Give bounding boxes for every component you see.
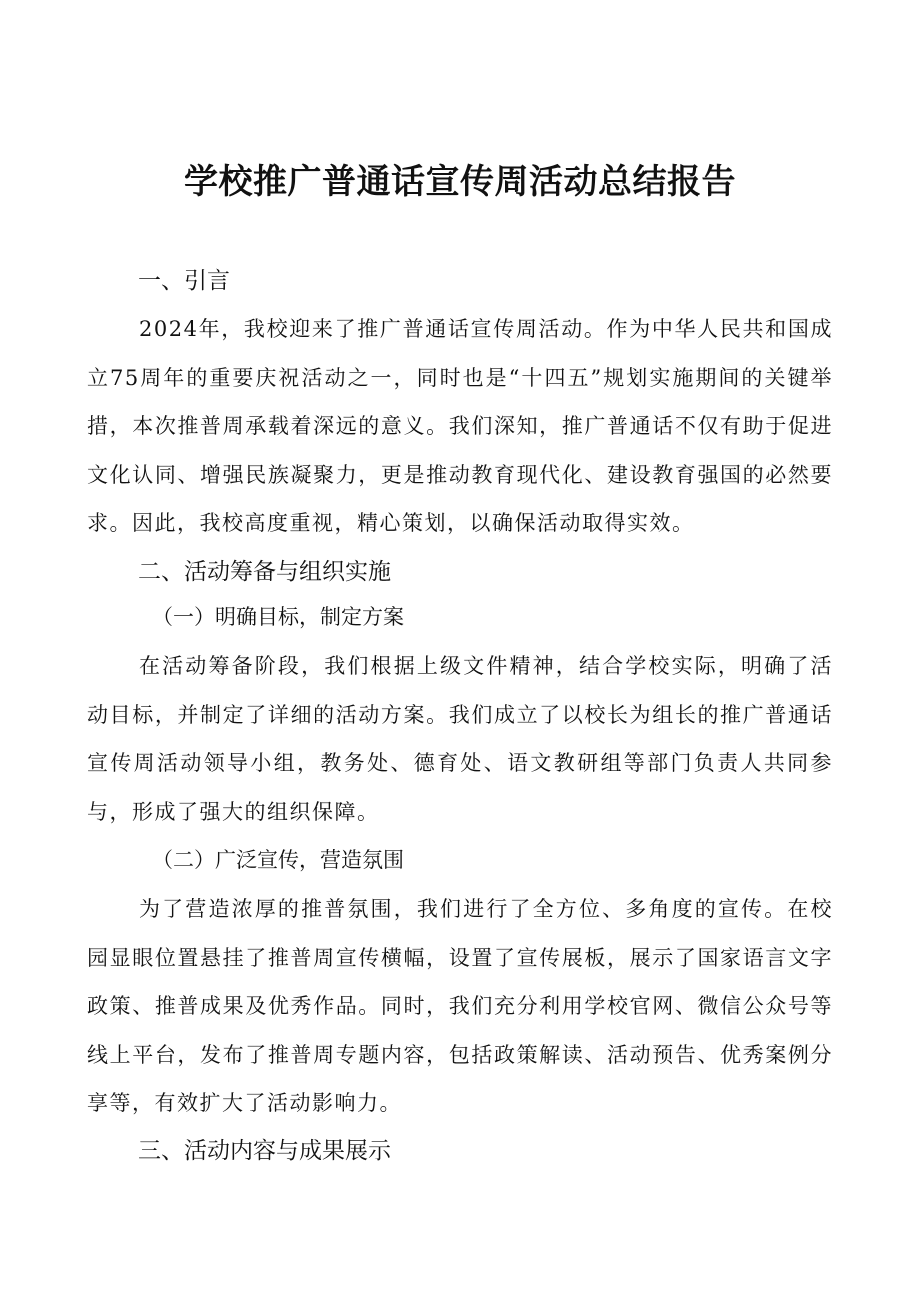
document-title: 学校推广普通话宣传周活动总结报告 <box>184 162 736 202</box>
section-heading-preparation: 二、活动筹备与组织实施 <box>138 559 391 585</box>
subsection-heading-goals: （一）明确目标，制定方案 <box>152 605 404 629</box>
publicity-paragraph: 为了营造浓厚的推普氛围，我们进行了全方位、多角度的宣传。在校园显眼位置悬挂了推普周宣传横幅，设置了宣传展板，展示了国家语言文字政策、推普成果及优秀作品。同时，我们充分利用学校官网、微信公众号等线上平台，发布了推普周专题内容，包括政策解读、活动预告、优秀案例分享等，有效扩大了活动影响力。 <box>87 897 833 1115</box>
subsection-heading-publicity: （二）广泛宣传，营造氛围 <box>152 848 404 872</box>
section-heading-activities: 三、活动内容与成果展示 <box>138 1138 391 1164</box>
goals-paragraph: 在活动筹备阶段，我们根据上级文件精神，结合学校实际，明确了活动目标，并制定了详细的活动方案。我们成立了以校长为组长的推广普通话宣传周活动领导小组，教务处、德育处、语文教研组等部门负责人共同参与，形成了强大的组织保障。 <box>87 654 833 824</box>
introduction-paragraph: 2024年，我校迎来了推广普通话宣传周活动。作为中华人民共和国成立75周年的重要庆祝活动之一，同时也是“十四五”规划实施期间的关键举措，本次推普周承载着深远的意义。我们深知，推广普通话不仅有助于促进文化认同、增强民族凝聚力，更是推动教育现代化、建设教育强国的必然要求。因此，我校高度重视，精心策划，以确保活动取得实效。 <box>87 317 833 535</box>
section-heading-introduction: 一、引言 <box>138 268 230 294</box>
